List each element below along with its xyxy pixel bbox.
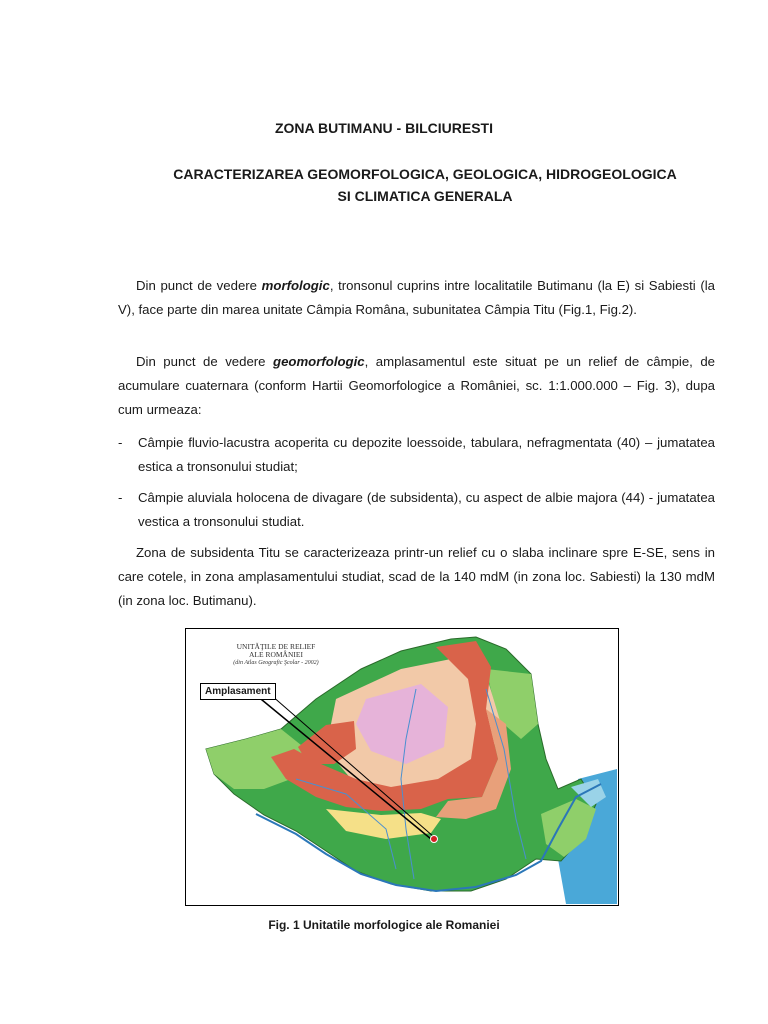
- bullet-dash: -: [118, 435, 123, 450]
- romania-relief-map: [186, 629, 617, 904]
- site-marker: [431, 836, 438, 843]
- p1-keyword: morfologic: [261, 278, 330, 293]
- paragraph-subsidenta: Zona de subsidenta Titu se caracterizeaza printr-un relief cu o slaba inclinare spre E-SE, sens in care cotele, in zona amplasamentului studiat, scad de la 140 mdM (in zona loc. Sabiesti) la 130 mdM (in zona loc. Butimanu).: [118, 545, 715, 608]
- p2-rest: , amplasamentul este situat pe un relief de câmpie, de acumulare cuaternara (conform Hartii Geomorfologice a României, sc. 1:1.000.000 – Fig. 3), dupa cum urmeaza:: [118, 354, 715, 417]
- subtitle-line-2: SI CLIMATICA GENERALA: [337, 188, 513, 204]
- document-title: ZONA BUTIMANU - BILCIURESTI: [274, 120, 494, 136]
- subtitle-line-1: CARACTERIZAREA GEOMORFOLOGICA, GEOLOGICA, HIDROGEOLOGICA: [173, 166, 677, 182]
- bullet-text-1: Câmpie fluvio-lacustra acoperita cu depozite loessoide, tabulara, nefragmentata (40) – jumatatea estica a tronsonului studiat;: [138, 435, 715, 474]
- document-subtitle: [150, 163, 700, 207]
- p1-rest: , tronsonul cuprins intre localitatile Butimanu (la E) si Sabiesti (la V), face parte din marea unitate Câmpia Româna, subunitatea Câmpia Titu (Fig.1, Fig.2).: [118, 278, 716, 317]
- bullet-text-2: Câmpie aluviala holocena de divagare (de subsidenta), cu aspect de albie majora (44) - jumatatea vestica a tronsonului studiat.: [138, 490, 715, 529]
- map-legend-title: [216, 643, 336, 667]
- paragraph-geomorfologic: [118, 350, 715, 422]
- map-title-line-1: UNITĂŢILE DE RELIEF: [236, 642, 316, 651]
- figure-caption: Fig. 1 Unitatile morfologice ale Romaniei: [268, 918, 500, 932]
- p1-lead: Din punct de vedere: [136, 278, 262, 293]
- bullet-dash: -: [118, 490, 123, 505]
- map-title-line-2: ALE ROMÂNIEI: [249, 650, 303, 659]
- p2-keyword: geomorfologic: [273, 354, 365, 369]
- paragraph-morfologic: [118, 274, 715, 322]
- p2-lead: Din punct de vedere: [136, 354, 274, 369]
- list-item: [118, 431, 715, 479]
- amplasament-label: Amplasament: [200, 683, 276, 700]
- list-item: [118, 486, 715, 534]
- figure-map: [185, 628, 619, 906]
- map-title-source: (din Atlas Geografic Şcolar - 2002): [233, 660, 319, 666]
